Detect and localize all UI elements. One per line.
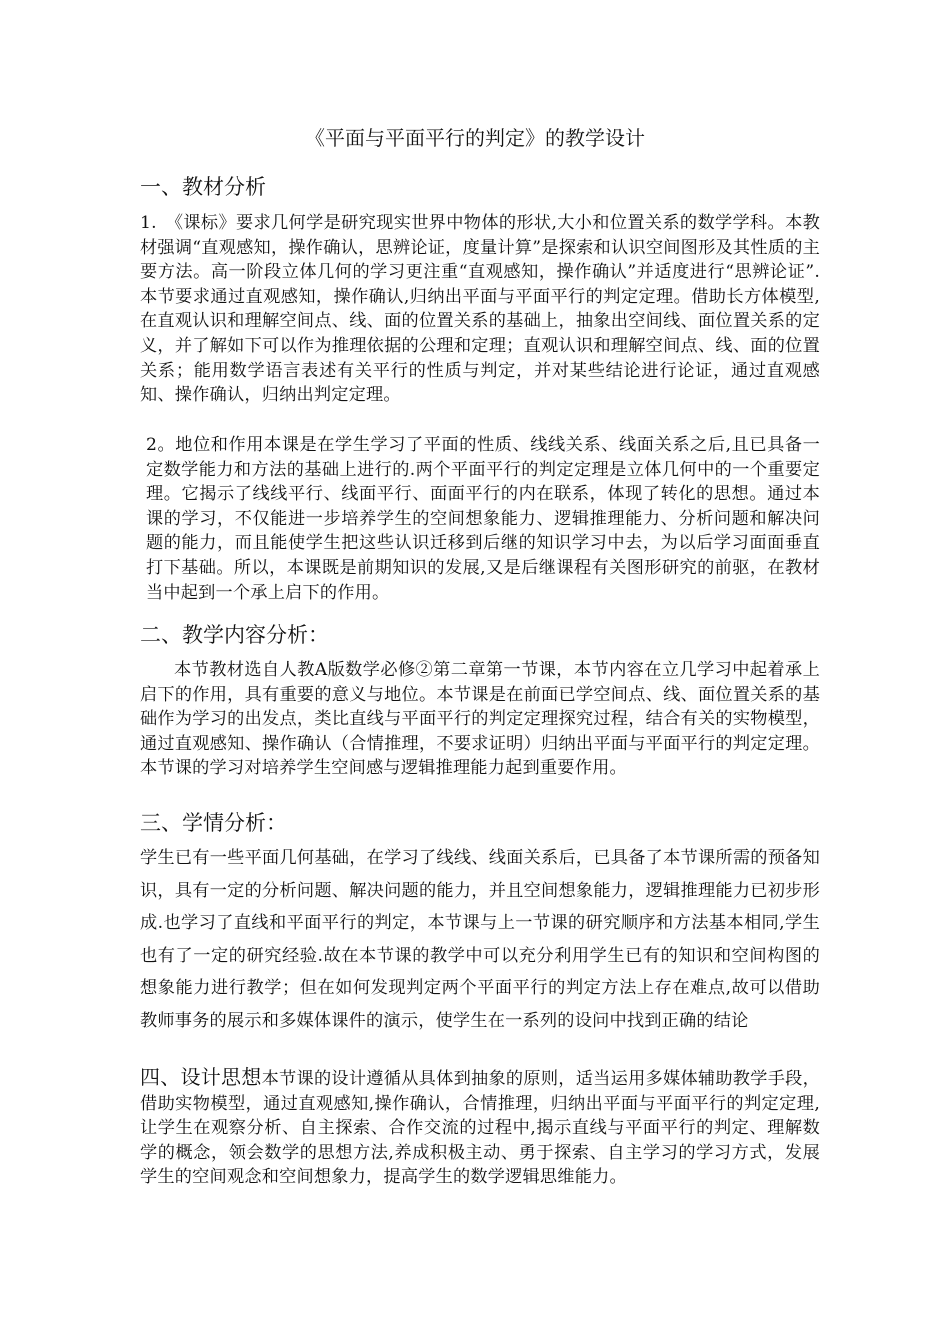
document-title: 《平面与平面平行的判定》的教学设计 [305, 126, 645, 150]
section-heading-design-idea: 四、设计思想 [140, 1065, 262, 1089]
section-heading-textbook-analysis: 一、教材分析 [140, 175, 266, 199]
paragraph-learner-analysis: 学生已有一些平面几何基础，在学习了线线、线面关系后，已具备了本节课所需的预备知识，具有一定的分析问题、解决问题的能力，并且空间想象能力，逻辑推理能力已初步形成.也学习了直线和平面平行的判定，本节课与上一节课的研究顺序和方法基本相同,学生也有了一定的研究经验.故在本节课的教学中可以充分利用学生已有的知识和空间构图的想象能力进行教学；但在如何发现判定两个平面平行的判定方法上存在难点,故可以借助教师事务的展示和多媒体课件的演示，使学生在一系列的设问中找到正确的结论 [140, 848, 820, 1031]
paragraph-content-analysis: 本节教材选自人教A版数学必修②第二章第一节课，本节内容在立几学习中起着承上启下的作用，具有重要的意义与地位。本节课是在前面已学空间点、线、面位置关系的基础作为学习的出发点，类比直线与平面平行的判定定理探究过程，结合有关的实物模型，通过直观感知、操作确认（合情推理，不要求证明）归纳出平面与平面平行的判定定理。本节课的学习对培养学生空间感与逻辑推理能力起到重要作用。 [140, 660, 820, 779]
section-heading-content-analysis: 二、教学内容分析： [140, 623, 329, 647]
paragraph-status-and-role: 2。地位和作用本课是在学生学习了平面的性质、线线关系、线面关系之后,且已具备一定数学能力和方法的基础上进行的.两个平面平行的判定定理是立体几何中的一个重要定理。它揭示了线线平行、线面平行、面面平行的内在联系，体现了转化的思想。通过本课的学习，不仅能进一步培养学生的空间想象能力、逻辑推理能力、分析问题和解决问题的能力，而且能使学生把这些认识迁移到后继的知识学习中去，为以后学习面面垂直打下基础。所以，本课既是前期知识的发展,又是后继课程有关图形研究的前驱，在教材当中起到一个承上启下的作用。 [146, 435, 820, 603]
design-idea-text: 本节课的设计遵循从具体到抽象的原则，适当运用多媒体辅助教学手段，借助实物模型，通过直观感知,操作确认，合情推理，归纳出平面与平面平行的判定定理,让学生在观察分析、自主探索、合作交流的过程中,揭示直线与平面平行的判定、理解数学的概念，领会数学的思想方法,养成积极主动、勇于探索、自主学习的学习方式，发展学生的空间观念和空间想象力，提高学生的数学逻辑思维能力。 [140, 1069, 820, 1188]
paragraph-curriculum-standard: 1. 《课标》要求几何学是研究现实世界中物体的形状,大小和位置关系的数学学科。本教材强调“直观感知，操作确认，思辨论证，度量计算”是探索和认识空间图形及其性质的主要方法。高一阶段立体几何的学习更注重“直观感知，操作确认”并适度进行“思辨论证”.本节要求通过直观感知，操作确认,归纳出平面与平面平行的判定定理。借助长方体模型,在直观认识和理解空间点、线、面的位置关系的基础上，抽象出空间线、面位置关系的定义，并了解如下可以作为推理依据的公理和定理；直观认识和理解空间点、线、面的位置关系；能用数学语言表述有关平行的性质与判定，并对某些结论进行论证，通过直观感知、操作确认，归纳出判定定理。 [140, 213, 820, 406]
paragraph-design-idea [140, 1065, 820, 1190]
section-heading-learner-analysis: 三、学情分析： [140, 811, 287, 835]
